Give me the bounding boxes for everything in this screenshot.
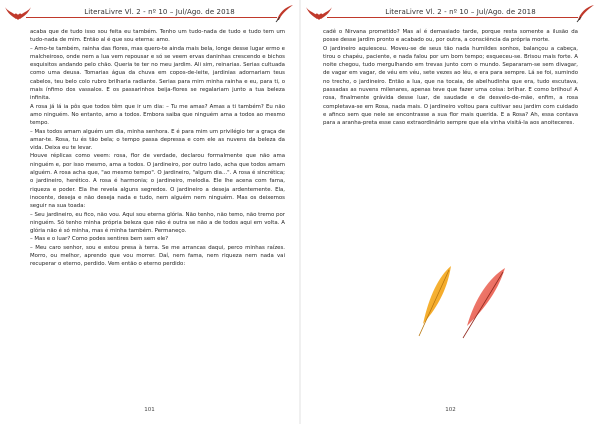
left-page [0, 0, 299, 424]
right-page [301, 0, 600, 424]
paragraph: cadê o Nirvana prometido? Mas aí é demasiado tarde, porque resta somente a ilusão da posse desse jardim pronto e acabado ou, por outra, a consciência da própria morte. [323, 29, 578, 44]
paragraph: O jardineiro aquiesceu. Moveu-se de seus tão nada humildes sonhos, balançou a cabeça, tirou o chapéu, paciente, e nada falou por um bom tempo; esqueceu-se. Brisou mais forte. A noite chegou, tudo mergulhando em trevas junto com o mundo. Separaram-se sem divagar, de vagar em vagar, de véu em véu, sete vezes ao léu, e era para sempre. Lá se foi, sumindo no trecho, o jardineiro. Então a lua, que na tocaia, de abelhudinha que era, tudo escutava, passadas as nuvens milenares, apenas teve que fazer uma coisa: brilhar. E como brilhou! A rosa, finalmente grávida desse luar, de saudade e de desvelo-de-mãe, enfim, a rosa completava-se em Rosa, nada mais. O jardineiro voltou para cultivar seu jardim com cuidado e afinco sem que nele se encontrasse a sua flor mais querida. E a Rosa? Ah, essa contava para a aranha-preta esse caso extraordinário sempre que ela vinha visitá-la aos anoiteceres. [323, 45, 578, 127]
left-page-text [30, 28, 285, 269]
quill-pen-icon [574, 4, 596, 24]
page-number: 101 [144, 407, 155, 413]
paragraph: – Seu jardineiro, eu fico, não vou. Aqui sou eterna glória. Não tenho, não temo, não tremo por ninguém. Só tenho minha própria beleza que não é outra se não a de todos aqui em volta. A glória não é só minha, mas é minha também. Permaneço. [30, 211, 285, 235]
header-rule [26, 17, 277, 18]
paragraph: – Mas e o luar? Como podes sentires bem sem ele? [30, 236, 169, 243]
paragraph: A rosa já lá ia pôs que todos têm que ir um dia: – Tu me amas? Amas a ti também? Eu não amo ninguém. No entanto, amo a todos. Embora saiba que ninguém ama a todos ao mesmo tempo. [30, 103, 285, 127]
paragraph: – Amo-te também, rainha das flores, mas quero-te ainda mais bela, longe desse lugar ermo e malcheiroso, onde nem a lua vem repousar e só se veem ervas daninhas crescendo e bichos esquisitos andando pelo chão. Queria te ter no meu jardim. Ali sim, reinarias. Serias cultuada como uma deusa. Tomarias água da chuva em copos-de-leite, jardinias adornariam teus cabelos, teu belo colo rubro brilharia radiante. Serias para mim minha rainha e eu, para ti, o mais ínfimo dos vassalos. E os passarinhos beija-flores se regalariam junto a tua beleza infinita. [30, 45, 285, 102]
page-header [4, 4, 295, 26]
red-feather [463, 268, 505, 338]
paragraph: – Mas todos amam alguém um dia, minha senhora. E é para mim um privilégio ter a graça de amar-te. Rosa, tu és tão bela; o tempo passa depressa e com ele as nuvens da beleza da vida. Deixa eu te levar. [30, 128, 285, 152]
quill-pen-icon [273, 4, 295, 24]
right-page-text [323, 28, 578, 128]
page-number: 102 [445, 407, 456, 413]
paragraph: – Meu caro senhor, sou e estou presa à terra. Se me arrancas daqui, perco minhas raízes. Morro, ou melhor, aprendo que vou morrer. Daí, nem fama, nem riqueza nem nada vai recuperar o eterno, perdido. Vem então o eterno perdido: [30, 244, 285, 268]
header-rule [327, 17, 578, 18]
winged-heart-icon [305, 4, 333, 24]
header-title: LiteraLivre Vl. 2 - nº 10 – Jul/Ago. de 2018 [385, 8, 536, 16]
page-header [305, 4, 596, 26]
feathers-icon [409, 262, 519, 342]
header-title: LiteraLivre Vl. 2 - nº 10 – Jul/Ago. de 2018 [84, 8, 235, 16]
paragraph: Houve réplicas como veem: rosa, flor de verdade, declarou formalmente que não ama ninguém e, por isso mesmo, ama a todos. O jardineiro, por outro lado, acha que todos amam alguém. A rosa acha que, "ao mesmo tempo". O jardineiro, "algum dia...". A rosa é sincrética; o jardineiro, herético. A rosa é harmonia; o jardineiro, melodia. Ele lhe acena com fama, riqueza e poder. Ela lhe revela alguns segredos. O jardineiro a deseja ardentemente. Ela, inocente, deseja e não deseja nada e tudo, nem alguém nem ninguém. Mas os deixemos seguir na sua toada: [30, 153, 285, 210]
orange-feather [419, 266, 451, 336]
paragraph: acaba que de tudo isso sou feita eu também. Tenho um tudo-nada de tudo e tudo tem um tudo-nada de mim. Então al é que sou eterna: amo. [30, 29, 285, 44]
winged-heart-icon [4, 4, 32, 24]
